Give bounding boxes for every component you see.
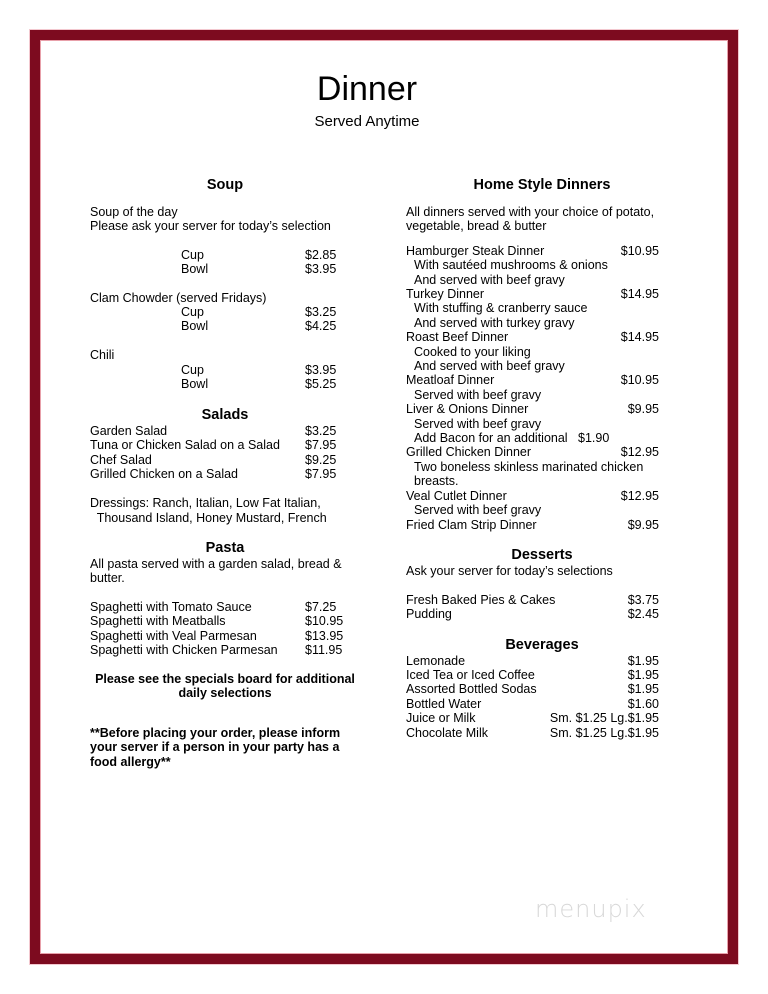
item-name: Bowl [181,319,209,333]
menu-item [181,319,337,334]
text-line: Dressings: Ranch, Italian, Low Fat Italian, [90,496,321,510]
menu-text [414,431,609,446]
menu-text [90,511,327,526]
menu-item [90,629,344,644]
menu-item [406,445,659,460]
section-heading: Soup [206,177,244,193]
menu-text [414,474,458,489]
item-price: $14.95 [620,330,659,344]
menu-item [406,697,659,712]
item-name: Iced Tea or Iced Coffee [406,668,535,682]
menu-text [406,564,613,579]
item-price: Sm. $1.25 Lg.$1.95 [549,711,659,725]
item-price: $11.95 [305,643,343,657]
section-heading: Desserts [511,547,573,563]
item-price: $3.95 [305,262,337,276]
menu-item [181,377,337,392]
menu-item [406,402,659,417]
item-name: Spaghetti with Chicken Parmesan [90,643,278,657]
menu-text [414,388,541,403]
item-price: $3.75 [627,593,659,607]
menu-item [181,305,337,320]
item-name: Fried Clam Strip Dinner [406,518,537,532]
text-line: Two boneless skinless marinated chicken [414,460,644,474]
text-line: **Before placing your order, please inform [90,726,341,740]
item-price: $13.95 [305,629,344,643]
text-line: With stuffing & cranberry sauce [414,301,588,315]
text-line: Clam Chowder (served Fridays) [90,291,267,305]
item-price: $1.95 [627,654,659,668]
text-line: vegetable, bread & butter [406,219,547,233]
menu-item [406,593,659,608]
menu-item [406,373,659,388]
item-name: Assorted Bottled Sodas [406,682,537,696]
text-line: Served with beef gravy [414,388,542,402]
menu-text [414,503,541,518]
item-price: $4.25 [305,319,337,333]
menu-item [406,489,659,504]
item-price: $3.95 [305,363,337,377]
text-line: daily selections [178,686,272,700]
item-name: Pudding [406,607,452,621]
menu-item [406,726,659,741]
menu-item [181,262,337,277]
text-line: food allergy** [90,755,171,769]
item-name: Roast Beef Dinner [406,330,509,344]
item-name: Liver & Onions Dinner [406,402,529,416]
text-line: And served with beef gravy [414,359,565,373]
item-price: $1.95 [627,668,659,682]
text-line: Soup of the day [90,205,178,219]
item-price: $9.95 [627,518,659,532]
menu-item [406,654,659,669]
item-name: Chef Salad [90,453,152,467]
menu-item [90,614,344,629]
menu-text [90,726,340,741]
menu-text [414,258,608,273]
item-price: $1.60 [627,697,659,711]
item-name: Cup [181,248,204,262]
item-price: $14.95 [620,287,659,301]
section-heading: Pasta [205,540,245,556]
item-price: $9.95 [627,402,659,416]
item-name: Spaghetti with Tomato Sauce [90,600,252,614]
menu-subtitle: Served Anytime [314,113,420,130]
text-line: Please see the specials board for additional [95,672,355,686]
item-name: Cup [181,305,204,319]
item-name: Veal Cutlet Dinner [406,489,507,503]
menu-item [406,682,659,697]
text-line: breasts. [414,474,459,488]
text-line: Ask your server for today’s selections [406,564,613,578]
menu-text [414,359,565,374]
item-name: Bottled Water [406,697,482,711]
menu-item [90,438,337,453]
text-line: Chili [90,348,115,362]
menu-text [414,273,565,288]
menu-text [90,348,114,363]
menu-text [406,205,654,220]
menu-item [90,467,337,482]
item-name: Grilled Chicken on a Salad [90,467,238,481]
item-name: Bowl [181,262,209,276]
menu-text [414,345,531,360]
item-name: Spaghetti with Veal Parmesan [90,629,257,643]
item-name: Meatloaf Dinner [406,373,495,387]
menu-text [90,291,266,306]
text-line: Served with beef gravy [414,503,542,517]
section-heading: Beverages [505,637,579,653]
item-name: Juice or Milk [406,711,476,725]
menu-text [75,672,375,687]
section-heading: Salads [201,407,249,423]
menu-text [406,219,546,234]
menu-text [90,571,125,586]
item-name: Garden Salad [90,424,168,438]
item-price: $10.95 [620,373,659,387]
item-name: Turkey Dinner [406,287,485,301]
menu-text [90,205,178,220]
menu-text [90,755,171,770]
item-name: Fresh Baked Pies & Cakes [406,593,556,607]
item-price: Sm. $1.25 Lg.$1.95 [549,726,659,740]
menu-text [90,219,331,234]
menu-item [406,287,659,302]
menu-item [90,453,337,468]
menu-item [406,244,659,259]
item-name: Cup [181,363,204,377]
menu-item [90,424,337,439]
item-price: $2.85 [305,248,337,262]
item-price: $7.95 [305,438,337,452]
item-name: Lemonade [406,654,466,668]
text-line: Please ask your server for today’s selection [90,219,331,233]
item-name: Chocolate Milk [406,726,488,740]
item-name: Bowl [181,377,209,391]
item-name: Spaghetti with Meatballs [90,614,226,628]
menu-item [406,668,659,683]
menu-text [90,740,339,755]
text-line: Add Bacon for an additional $1.90 [414,431,610,445]
menu-item [90,600,337,615]
menu-item [90,643,343,658]
item-price: $3.25 [305,305,337,319]
menu-text [90,496,321,511]
text-line: Served with beef gravy [414,417,542,431]
item-price: $5.25 [305,377,337,391]
menu-item [406,330,659,345]
menu-item [406,607,659,622]
menu-title: Dinner [316,70,418,108]
menu-item [406,711,659,726]
item-name: Hamburger Steak Dinner [406,244,545,258]
section-heading: Home Style Dinners [473,177,611,193]
text-line: All pasta served with a garden salad, bread & [90,557,342,571]
menu-text [414,460,643,475]
item-name: Grilled Chicken Dinner [406,445,532,459]
menu-text [90,557,342,572]
menu-text [414,316,575,331]
menu-item [181,363,337,378]
text-line: Cooked to your liking [414,345,531,359]
menu-text [75,686,375,701]
text-line: your server if a person in your party has a [90,740,340,754]
menu-text [414,417,541,432]
text-line: butter. [90,571,125,585]
item-price: $3.25 [305,424,337,438]
item-price: $9.25 [305,453,337,467]
menu-text [414,301,587,316]
item-price: $12.95 [620,489,659,503]
item-price: $10.95 [305,614,344,628]
item-price: $1.95 [627,682,659,696]
text-line: All dinners served with your choice of potato, [406,205,655,219]
menu-item [406,518,659,533]
item-price: $2.45 [627,607,659,621]
text-line: And served with beef gravy [414,273,565,287]
text-line: Thousand Island, Honey Mustard, French [90,511,327,525]
text-line: With sautéed mushrooms & onions [414,258,608,272]
item-price: $7.95 [305,467,337,481]
item-name: Tuna or Chicken Salad on a Salad [90,438,280,452]
item-price: $10.95 [620,244,659,258]
watermark-logo: menupix [535,895,647,923]
item-price: $12.95 [620,445,659,459]
text-line: And served with turkey gravy [414,316,575,330]
menu-item [181,248,337,263]
item-price: $7.25 [305,600,337,614]
